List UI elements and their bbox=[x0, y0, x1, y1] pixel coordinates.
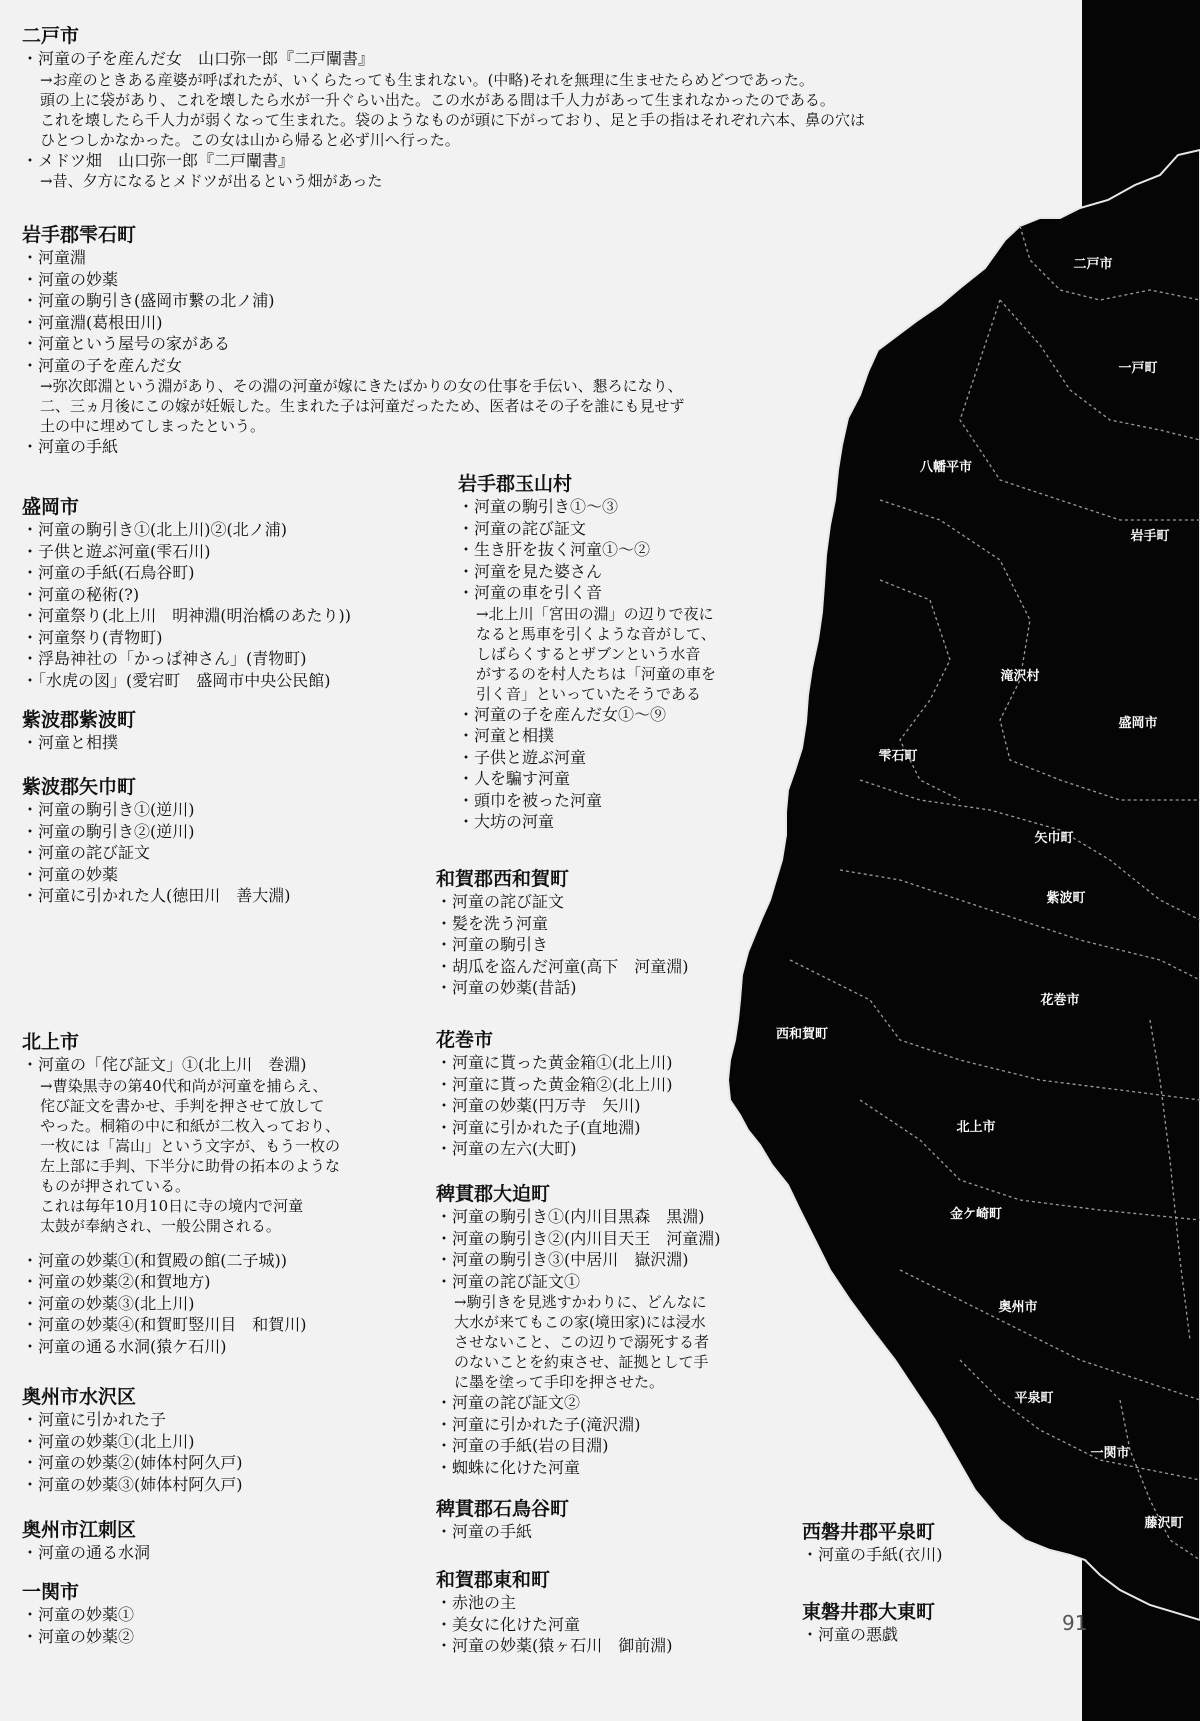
section-daito bbox=[802, 1600, 935, 1646]
section-shiwa bbox=[22, 708, 136, 754]
note-line: これを壊したら千人力が弱くなって生まれた。袋のようなものが頭に下がっており、足と手の指はそれぞれ六本、鼻の穴は bbox=[40, 110, 866, 129]
note-line: 大水が来てもこの家(境田家)には浸水 bbox=[454, 1313, 706, 1331]
list-item: ・河童の妙薬②(姉体村阿久戸) bbox=[22, 1453, 243, 1472]
map-label: 奥州市 bbox=[998, 1300, 1038, 1315]
section-morioka bbox=[22, 495, 351, 691]
note-line: これは毎年10月10日に寺の境内で河童 bbox=[40, 1196, 304, 1215]
section-nishiwaga bbox=[436, 867, 689, 999]
list-item: ・河童祭り(青物町) bbox=[22, 627, 163, 647]
section-title: 奥州市江刺区 bbox=[22, 1519, 137, 1541]
list-item: ・河童の妙薬(円万寺 矢川) bbox=[436, 1096, 641, 1115]
map-label: 八幡平市 bbox=[919, 460, 973, 475]
section-oshu-esashi bbox=[22, 1518, 150, 1564]
list-item: ・河童に貰った黄金箱②(北上川) bbox=[436, 1074, 673, 1094]
section-towa bbox=[436, 1568, 673, 1657]
note-line: やった。桐箱の中に和紙が二枚入っており、 bbox=[40, 1116, 341, 1135]
section-ichinoseki bbox=[22, 1580, 134, 1647]
note-line: に墨を塗って手印を押させた。 bbox=[454, 1373, 665, 1391]
map-label: 雫石町 bbox=[878, 749, 918, 764]
list-item: ・大坊の河童 bbox=[458, 812, 555, 831]
list-item: ・河童に引かれた子(直地淵) bbox=[436, 1117, 641, 1137]
list-item: ・河童の駒引き(盛岡市繋の北ノ浦) bbox=[22, 291, 275, 310]
list-item: ・河童の妙薬 bbox=[22, 864, 119, 884]
note-line: がするのを村人たちは「河童の車を bbox=[476, 664, 717, 683]
note-line: ひとつしかなかった。この女は山から帰ると必ず川へ行った。 bbox=[40, 130, 460, 149]
list-item: ・河童の「侘び証文」①(北上川 巻淵) bbox=[22, 1055, 307, 1074]
map-label: 滝沢村 bbox=[1000, 669, 1040, 684]
note-line: 侘び証文を書かせ、手判を押させて放して bbox=[40, 1096, 325, 1115]
section-title: 稗貫郡大迫町 bbox=[436, 1183, 551, 1205]
note-line: →お産のときある産婆が呼ばれたが、いくらたっても生まれない。(中略)それを無理に生ませたらめどつであった。 bbox=[40, 70, 814, 89]
list-item: ・河童の車を引く音 bbox=[458, 583, 603, 602]
list-item: ・河童の詫び証文② bbox=[436, 1393, 581, 1412]
list-item: ・河童の妙薬①(北上川) bbox=[22, 1431, 195, 1451]
note-line: →曹染黒寺の第40代和尚が河童を捕らえ、 bbox=[40, 1076, 328, 1095]
section-hiraizumi bbox=[802, 1520, 943, 1566]
list-item: ・河童の妙薬③(姉体村阿久戸) bbox=[22, 1474, 243, 1494]
map-label: 紫波町 bbox=[1046, 891, 1086, 906]
list-item: ・河童の秘術(?) bbox=[22, 584, 140, 604]
list-item: ・河童の子を産んだ女 山口弥一郎『二戸闡書』 bbox=[22, 49, 375, 68]
section-title: 東磐井郡大東町 bbox=[802, 1601, 936, 1623]
list-item: ・河童の駒引き②(内川目天王 河童淵) bbox=[436, 1228, 721, 1248]
list-item: ・河童の手紙(石鳥谷町) bbox=[22, 563, 195, 582]
section-title: 紫波郡矢巾町 bbox=[22, 776, 137, 798]
section-ohasama bbox=[436, 1182, 721, 1478]
map-label: 一関市 bbox=[1090, 1446, 1130, 1461]
list-item: ・河童の手紙 bbox=[22, 437, 119, 456]
note-line: 頭の上に袋があり、これを壊したら水が一升ぐらい出た。この水がある間は千人力があって生まれなかったのである。 bbox=[40, 90, 835, 109]
note-line: しばらくするとザブンという水音 bbox=[476, 644, 701, 663]
list-item: ・河童の悪戯 bbox=[802, 1625, 899, 1644]
note-line: 引く音」といっていたそうである bbox=[476, 684, 702, 703]
list-item: ・河童の妙薬(昔話) bbox=[436, 978, 577, 997]
list-item: ・河童の手紙 bbox=[436, 1522, 533, 1541]
list-item: ・河童に引かれた子(滝沢淵) bbox=[436, 1414, 641, 1434]
map-label: 金ケ崎町 bbox=[949, 1207, 1003, 1222]
list-item: ・胡瓜を盗んだ河童(高下 河童淵) bbox=[436, 956, 689, 976]
list-item: ・河童淵(葛根田川) bbox=[22, 312, 163, 332]
map-label: 二戸市 bbox=[1073, 257, 1113, 272]
map-label: 矢巾町 bbox=[1034, 831, 1074, 846]
list-item: ・河童の妙薬② bbox=[22, 1626, 135, 1646]
list-item: ・河童の子を産んだ女 bbox=[22, 355, 183, 375]
list-item: ・蜘蛛に化けた河童 bbox=[436, 1457, 581, 1477]
section-title: 岩手郡雫石町 bbox=[22, 224, 137, 246]
list-item: ・子供と遊ぶ河童(雫石川) bbox=[22, 541, 211, 561]
note-line: 太鼓が奉納され、一般公開される。 bbox=[40, 1216, 281, 1235]
list-item: ・河童の駒引き①(内川目黒森 黒淵) bbox=[436, 1207, 705, 1226]
section-oshu-mizusawa bbox=[22, 1385, 243, 1495]
list-item: ・「水虎の図」(愛宕町 盛岡市中央公民館) bbox=[22, 670, 331, 690]
section-title: 奥州市水沢区 bbox=[22, 1386, 137, 1408]
list-item: ・河童の通る水洞 bbox=[22, 1543, 151, 1562]
list-item: ・河童の手紙(衣川) bbox=[802, 1545, 943, 1564]
list-item: ・河童の妙薬①(和賀殿の館(二子城)) bbox=[22, 1250, 287, 1270]
list-item: ・メドツ畑 山口弥一郎『二戸闡書』 bbox=[22, 150, 295, 170]
note-line: →昔、夕方になるとメドツが出るという畑があった bbox=[40, 172, 383, 190]
section-hanamaki bbox=[436, 1028, 673, 1160]
section-kitakami bbox=[22, 1030, 340, 1357]
list-item: ・髪を洗う河童 bbox=[436, 913, 549, 933]
list-item: ・河童という屋号の家がある bbox=[22, 334, 231, 353]
note-line: 一枚には「嵩山」という文字が、もう一枚の bbox=[40, 1136, 341, 1155]
list-item: ・河童と相撲 bbox=[458, 726, 555, 745]
map-label: 北上市 bbox=[956, 1120, 996, 1135]
list-item: ・河童の駒引き①(逆川) bbox=[22, 800, 195, 819]
section-title: 紫波郡紫波町 bbox=[22, 709, 137, 731]
section-ninohe bbox=[22, 24, 865, 191]
note-line: 二、三ヵ月後にこの嫁が妊娠した。生まれた子は河童だったため、医者はその子を誰にも見せず bbox=[40, 397, 685, 415]
section-ishidoriya bbox=[436, 1497, 569, 1543]
map-label: 花巻市 bbox=[1040, 993, 1080, 1008]
list-item: ・河童の子を産んだ女①～⑨ bbox=[458, 704, 667, 724]
list-item: ・河童の駒引き①(北上川)②(北ノ浦) bbox=[22, 520, 287, 539]
list-item: ・河童の駒引き②(逆川) bbox=[22, 821, 195, 841]
map-label: 平泉町 bbox=[1014, 1391, 1054, 1406]
note-line: のないことを約束させ、証拠として手 bbox=[454, 1353, 709, 1371]
note-line: →弥次郎淵という淵があり、その淵の河童が嫁にきたばかりの女の仕事を手伝い、懇ろになり、 bbox=[40, 377, 683, 395]
list-item: ・河童の通る水洞(猿ケ石川) bbox=[22, 1336, 227, 1356]
list-item: ・河童を見た婆さん bbox=[458, 561, 603, 581]
note-line: ものが押されている。 bbox=[40, 1176, 191, 1195]
list-item: ・河童の詫び証文 bbox=[458, 518, 587, 538]
page-number: 91 bbox=[1062, 1611, 1088, 1635]
section-title: 二戸市 bbox=[22, 25, 80, 47]
list-item: ・頭巾を被った河童 bbox=[458, 790, 603, 810]
list-item: ・河童に引かれた人(徳田川 善大淵) bbox=[22, 886, 291, 905]
list-item: ・河童祭り(北上川 明神淵(明治橋のあたり)) bbox=[22, 606, 351, 625]
list-item: ・河童の駒引き①～③ bbox=[458, 497, 619, 516]
list-item: ・河童の詫び証文① bbox=[436, 1271, 581, 1291]
list-item: ・河童の妙薬③(北上川) bbox=[22, 1293, 195, 1313]
list-item: ・河童の駒引き③(中居川 嶽沢淵) bbox=[436, 1250, 689, 1269]
section-title: 稗貫郡石鳥谷町 bbox=[436, 1498, 570, 1520]
note-line: 左上部に手判、下半分に助骨の拓本のような bbox=[40, 1156, 341, 1175]
list-item: ・河童の妙薬① bbox=[22, 1605, 135, 1624]
list-item: ・河童の左六(大町) bbox=[436, 1139, 577, 1158]
section-title: 一関市 bbox=[22, 1581, 80, 1603]
list-item: ・子供と遊ぶ河童 bbox=[458, 747, 587, 767]
section-shizukuishi bbox=[22, 223, 684, 458]
section-title: 西磐井郡平泉町 bbox=[802, 1521, 936, 1543]
list-item: ・浮島神社の「かっぱ神さん」(青物町) bbox=[22, 649, 307, 668]
note-line: →北上川「宮田の淵」の辺りで夜に bbox=[476, 604, 714, 623]
map-label: 一戸町 bbox=[1118, 361, 1158, 376]
map-label: 岩手町 bbox=[1130, 529, 1170, 544]
list-item: ・美女に化けた河童 bbox=[436, 1614, 581, 1634]
section-title: 北上市 bbox=[22, 1031, 80, 1053]
note-line: させないこと、この辺りで溺死する者 bbox=[454, 1333, 710, 1351]
section-title: 和賀郡西和賀町 bbox=[436, 868, 570, 890]
section-title: 盛岡市 bbox=[22, 496, 80, 518]
note-line: 土の中に埋めてしまったという。 bbox=[40, 417, 266, 435]
section-yahaba bbox=[22, 775, 291, 907]
list-item: ・河童に貰った黄金箱①(北上川) bbox=[436, 1053, 673, 1072]
note-line: →駒引きを見逃すかわりに、どんなに bbox=[454, 1293, 707, 1311]
list-item: ・河童の妙薬④(和賀町竪川目 和賀川) bbox=[22, 1315, 307, 1334]
list-item: ・河童と相撲 bbox=[22, 733, 119, 752]
list-item: ・河童の妙薬 bbox=[22, 269, 119, 289]
section-title: 岩手郡玉山村 bbox=[458, 473, 573, 495]
note-line: なると馬車を引くような音がして、 bbox=[476, 624, 716, 643]
section-tamayama bbox=[458, 472, 716, 833]
section-title: 和賀郡東和町 bbox=[436, 1569, 551, 1591]
list-item: ・河童の詫び証文 bbox=[436, 892, 565, 911]
list-item: ・河童の手紙(岩の目淵) bbox=[436, 1436, 609, 1455]
list-item: ・赤池の主 bbox=[436, 1593, 517, 1612]
list-item: ・生き肝を抜く河童①～② bbox=[458, 540, 651, 559]
list-item: ・河童に引かれた子 bbox=[22, 1410, 167, 1429]
list-item: ・河童淵 bbox=[22, 248, 87, 267]
list-item: ・河童の詫び証文 bbox=[22, 843, 151, 862]
spacer bbox=[22, 1236, 340, 1250]
map-label: 藤沢町 bbox=[1144, 1516, 1184, 1531]
list-item: ・河童の妙薬(猿ヶ石川 御前淵) bbox=[436, 1636, 673, 1655]
map-label: 盛岡市 bbox=[1118, 716, 1158, 731]
list-item: ・河童の妙薬②(和賀地方) bbox=[22, 1272, 211, 1291]
section-title: 花巻市 bbox=[436, 1029, 494, 1051]
list-item: ・河童の駒引き bbox=[436, 935, 549, 954]
map-label: 西和賀町 bbox=[775, 1027, 829, 1042]
list-item: ・人を騙す河童 bbox=[458, 769, 571, 788]
